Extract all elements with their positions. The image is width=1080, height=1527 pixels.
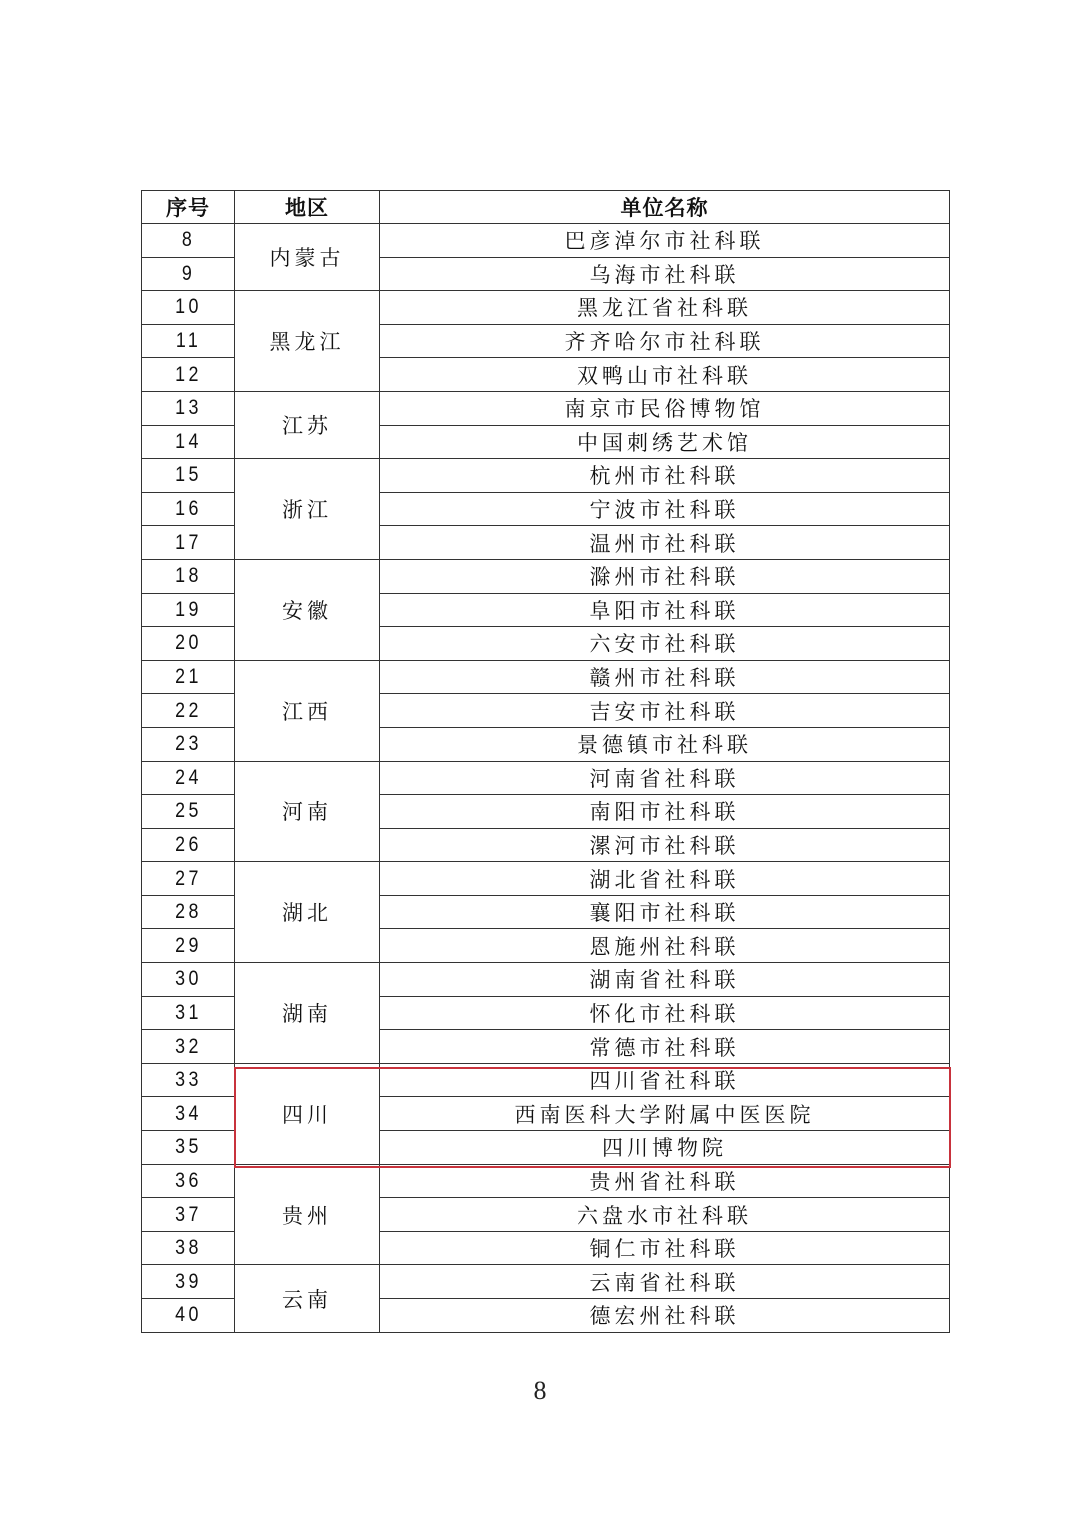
organization-name-cell: 南京市民俗博物馆 bbox=[380, 391, 950, 425]
organization-name-cell: 杭州市社科联 bbox=[380, 459, 950, 493]
organization-name-cell: 滁州市社科联 bbox=[380, 559, 950, 593]
organization-name-cell: 巴彦淖尔市社科联 bbox=[380, 224, 950, 258]
header-serial-number: 序号 bbox=[142, 191, 235, 224]
organization-name-cell: 温州市社科联 bbox=[380, 526, 950, 560]
region-cell: 四川 bbox=[235, 1063, 380, 1164]
organization-name-cell: 四川博物院 bbox=[380, 1131, 950, 1165]
organization-name-cell: 阜阳市社科联 bbox=[380, 593, 950, 627]
organization-name-cell: 吉安市社科联 bbox=[380, 694, 950, 728]
table-row bbox=[142, 1063, 950, 1097]
serial-number-cell: 36 bbox=[148, 1164, 227, 1198]
page-number: 8 bbox=[533, 1376, 547, 1405]
serial-number-cell: 33 bbox=[148, 1063, 227, 1097]
organization-name-cell: 贵州省社科联 bbox=[380, 1164, 950, 1198]
region-cell: 河南 bbox=[235, 761, 380, 862]
serial-number-cell: 31 bbox=[148, 996, 227, 1030]
organization-name-cell: 赣州市社科联 bbox=[380, 660, 950, 694]
table-row bbox=[142, 224, 950, 258]
serial-number-cell: 14 bbox=[148, 425, 227, 459]
organization-name-cell: 六盘水市社科联 bbox=[380, 1198, 950, 1232]
header-region: 地区 bbox=[235, 191, 380, 224]
serial-number-cell: 10 bbox=[148, 291, 227, 325]
serial-number-cell: 32 bbox=[148, 1030, 227, 1064]
serial-number-cell: 37 bbox=[148, 1198, 227, 1232]
serial-number-cell: 35 bbox=[148, 1131, 227, 1165]
region-cell: 贵州 bbox=[235, 1164, 380, 1265]
region-cell: 江苏 bbox=[235, 391, 380, 458]
organization-name-cell: 双鸭山市社科联 bbox=[380, 358, 950, 392]
serial-number-cell: 16 bbox=[148, 492, 227, 526]
header-organization-name: 单位名称 bbox=[380, 191, 950, 224]
table-header-row bbox=[142, 191, 950, 224]
serial-number-cell: 30 bbox=[148, 963, 227, 997]
organization-name-cell: 齐齐哈尔市社科联 bbox=[380, 324, 950, 358]
serial-number-cell: 20 bbox=[148, 627, 227, 661]
organization-name-cell: 云南省社科联 bbox=[380, 1265, 950, 1299]
serial-number-cell: 15 bbox=[148, 459, 227, 493]
table-row bbox=[142, 291, 950, 325]
serial-number-cell: 9 bbox=[148, 257, 227, 291]
organization-name-cell: 宁波市社科联 bbox=[380, 492, 950, 526]
table-row bbox=[142, 761, 950, 795]
region-cell: 湖南 bbox=[235, 963, 380, 1064]
organization-name-cell: 黑龙江省社科联 bbox=[380, 291, 950, 325]
table-row bbox=[142, 1265, 950, 1299]
region-cell: 云南 bbox=[235, 1265, 380, 1332]
table-row bbox=[142, 963, 950, 997]
organization-name-cell: 怀化市社科联 bbox=[380, 996, 950, 1030]
table-row bbox=[142, 559, 950, 593]
table-row bbox=[142, 660, 950, 694]
serial-number-cell: 8 bbox=[148, 224, 227, 258]
organization-name-cell: 南阳市社科联 bbox=[380, 795, 950, 829]
serial-number-cell: 21 bbox=[148, 660, 227, 694]
serial-number-cell: 22 bbox=[148, 694, 227, 728]
serial-number-cell: 18 bbox=[148, 559, 227, 593]
organization-name-cell: 漯河市社科联 bbox=[380, 828, 950, 862]
organization-name-cell: 河南省社科联 bbox=[380, 761, 950, 795]
region-cell: 安徽 bbox=[235, 559, 380, 660]
serial-number-cell: 27 bbox=[148, 862, 227, 896]
serial-number-cell: 13 bbox=[148, 391, 227, 425]
serial-number-cell: 26 bbox=[148, 828, 227, 862]
organization-name-cell: 铜仁市社科联 bbox=[380, 1231, 950, 1265]
serial-number-cell: 11 bbox=[148, 324, 227, 358]
serial-number-cell: 12 bbox=[148, 358, 227, 392]
serial-number-cell: 19 bbox=[148, 593, 227, 627]
table-body bbox=[142, 224, 950, 1333]
serial-number-cell: 38 bbox=[148, 1231, 227, 1265]
serial-number-cell: 28 bbox=[148, 895, 227, 929]
table-row bbox=[142, 459, 950, 493]
organization-name-cell: 常德市社科联 bbox=[380, 1030, 950, 1064]
organization-name-cell: 西南医科大学附属中医医院 bbox=[380, 1097, 950, 1131]
serial-number-cell: 40 bbox=[148, 1299, 227, 1333]
serial-number-cell: 39 bbox=[148, 1265, 227, 1299]
organization-name-cell: 德宏州社科联 bbox=[380, 1299, 950, 1333]
organization-name-cell: 湖南省社科联 bbox=[380, 963, 950, 997]
region-cell: 江西 bbox=[235, 660, 380, 761]
table-row bbox=[142, 1164, 950, 1198]
serial-number-cell: 29 bbox=[148, 929, 227, 963]
table-row bbox=[142, 391, 950, 425]
organization-name-cell: 景德镇市社科联 bbox=[380, 727, 950, 761]
serial-number-cell: 23 bbox=[148, 727, 227, 761]
organization-name-cell: 襄阳市社科联 bbox=[380, 895, 950, 929]
region-cell: 湖北 bbox=[235, 862, 380, 963]
organization-name-cell: 乌海市社科联 bbox=[380, 257, 950, 291]
organization-name-cell: 恩施州社科联 bbox=[380, 929, 950, 963]
table-row bbox=[142, 862, 950, 896]
region-cell: 内蒙古 bbox=[235, 224, 380, 291]
region-cell: 黑龙江 bbox=[235, 291, 380, 392]
organization-name-cell: 湖北省社科联 bbox=[380, 862, 950, 896]
serial-number-cell: 17 bbox=[148, 526, 227, 560]
organization-name-cell: 中国刺绣艺术馆 bbox=[380, 425, 950, 459]
organization-table bbox=[141, 190, 950, 1333]
serial-number-cell: 24 bbox=[148, 761, 227, 795]
region-cell: 浙江 bbox=[235, 459, 380, 560]
serial-number-cell: 25 bbox=[148, 795, 227, 829]
organization-name-cell: 四川省社科联 bbox=[380, 1063, 950, 1097]
organization-name-cell: 六安市社科联 bbox=[380, 627, 950, 661]
serial-number-cell: 34 bbox=[148, 1097, 227, 1131]
